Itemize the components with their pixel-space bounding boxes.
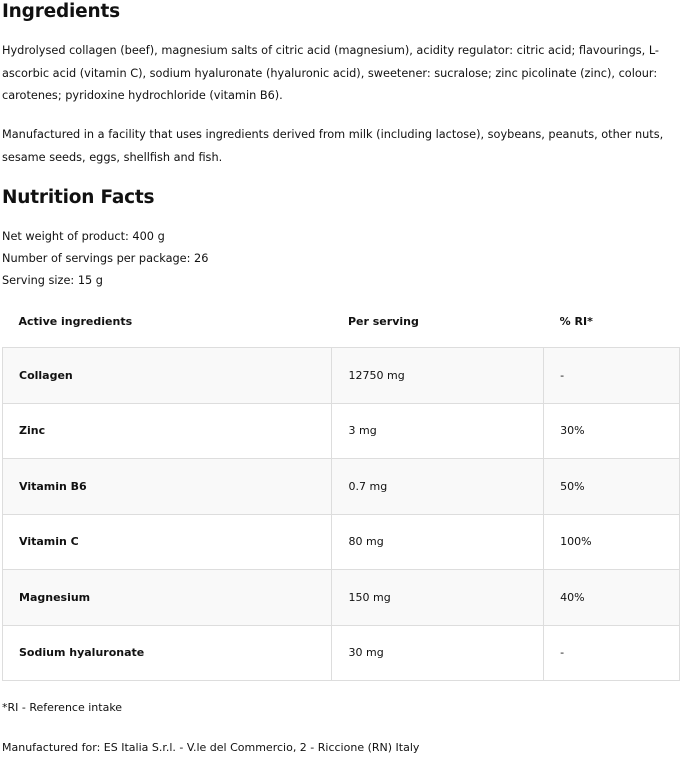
table-row — [3, 403, 680, 459]
ri-value: - — [544, 348, 680, 404]
table-row — [3, 348, 680, 404]
ri-value: 50% — [544, 459, 680, 515]
table-row — [3, 459, 680, 515]
per-serving-value: 80 mg — [332, 514, 544, 570]
ingredients-heading: Ingredients — [2, 1, 120, 22]
per-serving-value: 12750 mg — [332, 348, 544, 404]
ingredients-text: Hydrolysed collagen (beef), magnesium salts of citric acid (magnesium), acidity regulator: citric acid; flavourings, L-ascorbic acid (vitamin C), sodium hyaluronate (hyaluronic acid), sweetener: sucralose; zinc picolinate (zinc), colour: carotenes; pyridoxine hydrochloride (vitamin B6). — [2, 44, 659, 102]
allergen-statement: Manufactured in a facility that uses ingredients derived from milk (including lactose), soybeans, peanuts, other nuts, sesame seeds, eggs, shellfish and fish. — [2, 128, 664, 164]
manufacturer-text: Manufactured for: ES Italia S.r.l. - V.le del Commercio, 2 - Riccione (RN) Italy — [2, 741, 420, 754]
header-per-serving: Per serving — [347, 315, 419, 328]
table-row — [3, 514, 680, 570]
nutrition-table — [2, 296, 680, 681]
header-active-ingredients: Active ingredients — [18, 315, 133, 328]
ri-value: 100% — [544, 514, 680, 570]
per-serving-value: 0.7 mg — [332, 459, 544, 515]
ri-value: 30% — [544, 403, 680, 459]
net-weight-text: Net weight of product: 400 g — [2, 230, 165, 243]
ingredient-name: Zinc — [3, 403, 332, 459]
ingredient-name: Vitamin B6 — [3, 459, 332, 515]
serving-size-text: Serving size: 15 g — [2, 274, 103, 287]
ingredient-name: Vitamin C — [3, 514, 332, 570]
per-serving-value: 150 mg — [332, 570, 544, 626]
table-row — [3, 625, 680, 681]
ingredient-name: Collagen — [3, 348, 332, 404]
ri-footnote: *RI - Reference intake — [2, 701, 123, 714]
header-ri-percent: % RI* — [559, 315, 593, 328]
per-serving-value: 30 mg — [332, 625, 544, 681]
table-header-row — [3, 296, 680, 348]
servings-per-package-text: Number of servings per package: 26 — [2, 252, 209, 265]
ri-value: - — [544, 625, 680, 681]
ingredient-name: Sodium hyaluronate — [3, 625, 332, 681]
ingredient-name: Magnesium — [3, 570, 332, 626]
table-row — [3, 570, 680, 626]
per-serving-value: 3 mg — [332, 403, 544, 459]
nutrition-facts-heading: Nutrition Facts — [2, 187, 155, 208]
ri-value: 40% — [544, 570, 680, 626]
